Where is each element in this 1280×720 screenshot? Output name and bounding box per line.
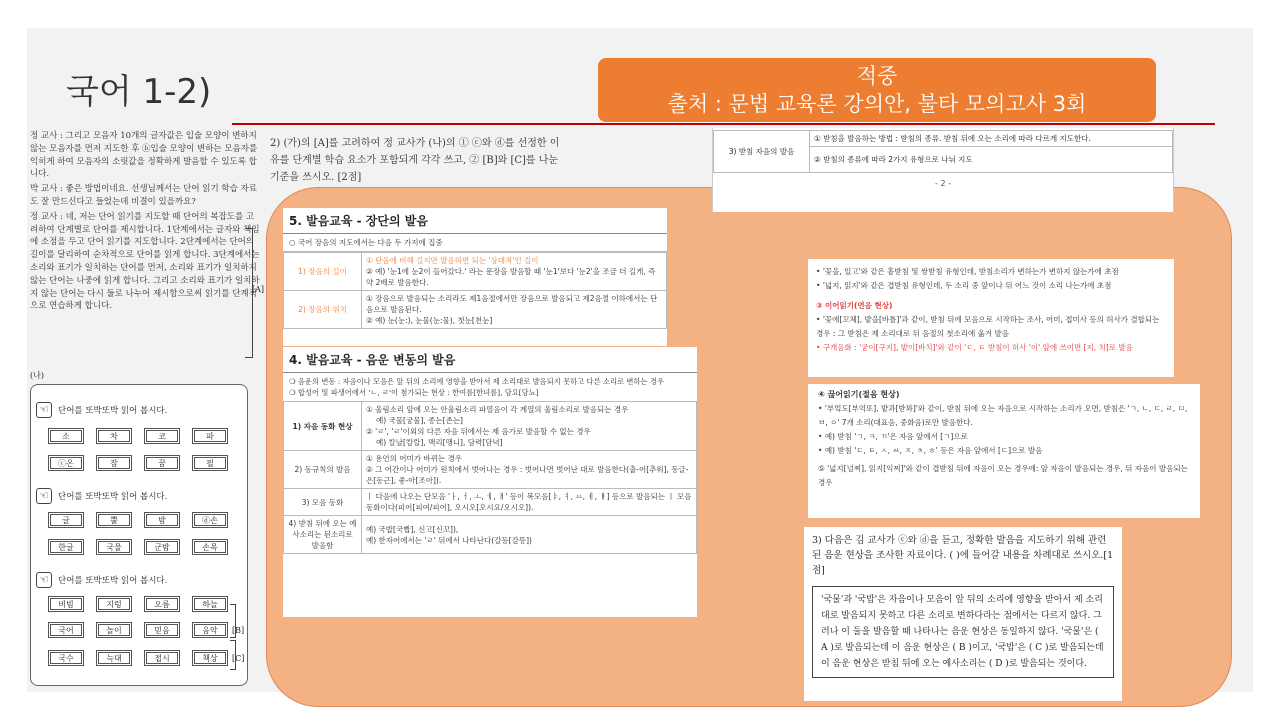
row-label: 4) 받침 뒤에 오는 예사소리는 된소리로 발음함 (284, 516, 362, 554)
row-text (362, 451, 697, 489)
na-label: (나) (30, 371, 44, 380)
row-text (362, 253, 667, 291)
word-cell: 필 (192, 455, 228, 471)
row-line: ① 울림소리 앞에 오는 안울림소리 파열음이 각 계열의 울림소리로 발음되는 경우 (366, 405, 629, 414)
rule-item: • '꽃을, 있고'와 같은 홑받침 및 쌍받침 유형인데, 받침소리가 변하는가 변하지 않는가에 초점 (816, 267, 1119, 276)
rule-item: • 예) 받침 'ㄷ, ㅌ, ㅅ, ㅆ, ㅈ, ㅊ, ㅎ' 등은 자음 앞에서 [ㄷ]으로 발음 (818, 446, 1043, 455)
word-cell: 글 (48, 512, 84, 528)
word-cell: 오름 (144, 596, 180, 612)
word-row (48, 596, 228, 612)
word-cell: 코 (144, 428, 180, 444)
card-heading: ④ 끊어읽기(절음 현상) (818, 390, 900, 399)
row-label: 3) 모음 동화 (284, 489, 362, 516)
word-row (48, 512, 228, 528)
question-2: 2) (가)의 [A]를 고려하여 정 교사가 (나)의 ① ⓒ와 ⓓ를 선정한 이유를 단계별 학습 요소가 포함되게 각각 쓰고, ② [B]와 [C]를 나눈 기준을 쓰시오. [2점] (270, 138, 560, 183)
word-cell: ⓒ온 (48, 455, 84, 471)
dialogue-text (30, 130, 265, 315)
row-text (810, 131, 1173, 147)
rule-heading: ③ 이어읽기(연음 현상) (816, 301, 893, 310)
word-row (48, 650, 228, 666)
word-cell: 책상 (192, 650, 228, 666)
bracket-c-label: [C] (232, 654, 245, 663)
rule-text: '꽃에[꼬체], 밭을[바틀]'과 같이, 받침 뒤에 모음으로 시작하는 조사, 어미, 접미사 등의 허사가 결합되는 경우 : 그 받침은 제 소리대로 뒤 음절의 첫소리에 옮겨 발음 (816, 315, 1160, 338)
rule-item: • '부엌도[부억또], 밭과[받꽈]'와 같이, 받침 뒤에 오는 자음으로 시작하는 소리가 오면, 받침은 'ㄱ, ㄴ, ㄷ, ㄹ, ㅁ, ㅂ, ㅇ' 7개 소리(대표음, 중화음)로만 발음한다. (818, 404, 1188, 427)
dialogue-para: 정 교사 : 네, 저는 단어 읽기를 지도할 때 단어의 복잡도를 고려하여 단계별로 단어를 제시합니다. 1단계에서는 글자와 책임에 소점을 두고 단어 읽기를 지도합니다. 2단계에서는 단어의 길이를 달리하여 순차적으로 단어를 읽게 합니다. 3단계에서는 소리와 표기가 일치하는 단어를 먼저, 소리와 표기가 일치하지 않는 단어는 나중에 읽게 합니다. 그리고 소리와 표기가 일치하지 않는 단어는 다시 둘로 나누어 제시함으로써 읽기를 단계적으로 연습하게 합니다. (30, 211, 260, 312)
question-3-box: '국물'과 '국밥'은 자음이나 모음이 앞 뒤의 소리에 영향을 받아서 제 소리대로 발음되지 못하고 다른 소리로 변하다라는 점에서는 다르지 않다. 그러나 이 둘을 발음할 때 나타나는 음운 현상은 동일하지 않다. '국물'은 ( A )로 발음되는데 이 음운 현상은 ( B )이고, '국밥'은 ( C )로 발음되는데 이 음운 현상은 받침 뒤에 오는 예사소리는 ( D )로 발음되는 것이다. (812, 586, 1114, 678)
row-label: 2) 동규칙의 발음 (284, 451, 362, 489)
row-line: ② 예) 눈(눈:), 눈물(눈:물), 첫눈[천눈] (366, 316, 493, 325)
row-line: ② 'ㄹ', 'ㄹ'이외의 다른 자음 뒤에서는 제 음가로 발음할 수 없는 경우 (366, 427, 591, 436)
instruction-2 (36, 488, 167, 504)
instruction-text: 단어를 또박또박 읽어 봅시다. (58, 576, 168, 586)
word-cell: 잠 (96, 455, 132, 471)
hand-icon: ☜ (36, 488, 52, 504)
word-row (48, 539, 228, 555)
rule-text: '넓지, 읽지'와 같은 겹받침 유형인데, 두 소리 중 앞이나 뒤 어느 것이 소리 나는가에 초점 (822, 281, 1112, 290)
rule-text: 구개음화 : '굳이[구지], 밭이[바치]'와 같이 'ㄷ, ㅌ 받침이 허사 '이' 앞에 쓰이면 [지, 치]로 발음 (822, 343, 1133, 352)
dialogue-para: 정 교사 : 그리고 모음자 10개의 글자값은 입술 모양이 변하지 않는 모음자를 먼저 지도한 후 ⓑ입술 모양이 변하는 모음자를 익히게 하여 모음자의 소릿값을 정확하게 발음할 수 있도록 합니다. (30, 131, 258, 180)
word-row (48, 455, 228, 471)
word-cell: ⓓ손 (192, 512, 228, 528)
bracket-b-label: [B] (232, 626, 245, 635)
banner-line2: 출처 : 문법 교육론 강의안, 불타 모의고사 3회 (667, 92, 1087, 116)
word-cell: 국수 (48, 650, 84, 666)
word-cell: 꿈 (144, 455, 180, 471)
question-3-card (804, 527, 1122, 701)
section-5-card (283, 208, 667, 346)
rule-text: '부엌도[부억또], 밭과[받꽈]'와 같이, 받침 뒤에 오는 자음으로 시작하는 소리가 오면, 받침은 'ㄱ, ㄴ, ㄷ, ㄹ, ㅁ, ㅂ, ㅇ' 7개 소리(대표음, 중화음)로만 발음한다. (818, 404, 1188, 427)
word-cell: 놀이 (96, 622, 132, 638)
bracket-a-label: [A] (252, 285, 265, 294)
jeoleum-card (808, 384, 1200, 518)
rule-item: • 예) 받침 'ㄱ, ㅋ, ㄲ'은 자음 앞에서 [ㄱ]으로 (818, 432, 968, 441)
rule-text: 예) 받침 'ㄷ, ㅌ, ㅅ, ㅆ, ㅈ, ㅊ, ㅎ' 등은 자음 앞에서 [ㄷ]으로 발음 (824, 446, 1043, 455)
page-number: - 2 - (935, 179, 951, 188)
word-cell: 차 (96, 428, 132, 444)
row-line: 예) 국밥[국빱], 신고[신꼬]), (366, 524, 459, 534)
row-text: ㅣ 다음에 나오는 단모음 'ㅏ, ㅓ, ㅗ, ㅔ, ㅐ' 등이 복모음[ㅑ, ㅕ, ㅛ, ㅖ, ㅒ] 등으로 발음되는 ㅣ 모음 동화이다(피어[피여/피어], 오시오[오시요/오시오]). (362, 489, 697, 516)
row-text: ② 받침의 종류에 따라 2가지 유형으로 나눠 지도 (810, 147, 1173, 173)
rule-item: • 구개음화 : '굳이[구지], 밭이[바치]'와 같이 'ㄷ, ㅌ 받침이 허사 '이' 앞에 쓰이면 [지, 치]로 발음 (816, 343, 1133, 352)
word-cell: 믿음 (144, 622, 180, 638)
rules-card (808, 259, 1174, 377)
word-cell: 뿔 (96, 512, 132, 528)
word-cell: 국물 (96, 539, 132, 555)
row-label: 1) 자음 동화 현상 (284, 402, 362, 451)
row-text (362, 402, 697, 451)
word-cell: 비빔 (48, 596, 84, 612)
row-text-value: ① 받침을 발음하는 방법 : 받침의 종류. 받침 뒤에 오는 소리에 따라 다르게 지도한다. (814, 134, 1091, 143)
row-line: 예) 칼날[칼랄], 맥리[맹니], 담력[담녁] (376, 438, 503, 447)
row-label: 3) 받침 자음의 발음 (714, 131, 810, 173)
rule-item: • '꽃에[꼬체], 밭을[바틀]'과 같이, 받침 뒤에 모음으로 시작하는 조사, 어미, 접미사 등의 허사가 결합되는 경우 : 그 받침은 제 소리대로 뒤 음절의 첫소리에 옮겨 발음 (816, 315, 1160, 338)
rule-item (818, 462, 1190, 490)
word-cell: 늑대 (96, 650, 132, 666)
word-cell: 한글 (48, 539, 84, 555)
section-4-card (283, 347, 697, 617)
word-row (48, 622, 228, 638)
section-intro: ○ 국어 장음의 지도에서는 다음 두 가지에 집중 (283, 234, 667, 252)
row-text (362, 516, 697, 554)
receiving-card (712, 128, 1174, 212)
row-label: 2) 장음의 위치 (284, 291, 362, 329)
banner-line1: 적중 (856, 64, 898, 88)
word-cell: 파 (192, 428, 228, 444)
word-cell: 지렁 (96, 596, 132, 612)
word-cell: 국어 (48, 622, 84, 638)
intro-line: ❍ 음운의 변동 : 자음이나 모음은 앞 뒤의 소리에 영향을 받아서 제 소리대로 발음되지 못하고 다른 소리로 변하는 경우 (289, 377, 664, 386)
word-cell: 소 (48, 428, 84, 444)
row-line: ① 용언의 어미가 바뀌는 경우 (366, 454, 462, 463)
row-line: ② 그 어간이나 어미가 원칙에서 벗어나는 경우 : 벗어나면 벗어난 대로 발음한다(춥-어[추워], 동글-은[동근], 좋-아[조아]). (366, 465, 689, 485)
section-title: 4. 발음교육 - 음운 변동의 발음 (283, 347, 697, 373)
source-banner (598, 58, 1156, 122)
rule-item: • '넓지, 읽지'와 같은 겹받침 유형인데, 두 소리 중 앞이나 뒤 어느 것이 소리 나는가에 초점 (816, 281, 1112, 290)
word-cell: 밤 (144, 512, 180, 528)
question-3-text: 3) 다음은 김 교사가 ⓒ와 ⓓ을 듣고, 정확한 발음을 지도하기 위해 관련된 음운 현상을 조사한 자료이다. ( )에 들어갈 내용을 차례대로 쓰시오.[1점] (812, 535, 1114, 576)
dialogue-para: 박 교사 : 좋은 방법이네요. 선생님께서는 단어 읽기 학습 자료도 잘 만드신다고 들었는데 비결이 있을까요? (30, 184, 257, 207)
word-cell: 음악 (192, 622, 228, 638)
row-line: 예) 한자어에서는 'ㄹ' 뒤에서 나타난다(갈등[갈뜽]) (366, 535, 532, 545)
row-line: 예) 국물[궁물], 종는[존는] (376, 416, 463, 425)
instruction-text: 단어를 또박또박 읽어 봅시다. (58, 406, 168, 416)
instruction-text: 단어를 또박또박 읽어 봅시다. (58, 492, 168, 502)
rule-text: ⑤ '넓지[널찌], 읽지[익찌]'와 같이 겹받침 뒤에 자음이 오는 경우에: 앞 자음이 발음되는 경우, 뒤 자음이 발음되는 경우 (818, 464, 1188, 487)
word-row (48, 428, 228, 444)
row-label: 1) 장음의 길이 (284, 253, 362, 291)
row-line: ① 단음에 비해 길지만 발음하면 되는 '상대적'인 길이 (366, 256, 539, 265)
word-cell: 하늘 (192, 596, 228, 612)
row-line: ① 장음으로 발음되는 소리라도 제1음절에서만 장음으로 발음되고 제2음절 이하에서는 단음으로 발음된다. (366, 294, 658, 314)
word-cell: 접시 (144, 650, 180, 666)
section-intro (283, 373, 697, 401)
page-title: 국어 1-2) (66, 72, 212, 112)
divider-line (232, 123, 1215, 125)
instruction-1 (36, 402, 167, 418)
rule-text: 예) 받침 'ㄱ, ㅋ, ㄲ'은 자음 앞에서 [ㄱ]으로 (824, 432, 968, 441)
word-cell: 손목 (192, 539, 228, 555)
instruction-3 (36, 572, 167, 588)
row-text (362, 291, 667, 329)
word-cell: 군밤 (144, 539, 180, 555)
hand-icon: ☜ (36, 572, 52, 588)
intro-line: ❍ 합성어 및 파생어에서 'ㄴ, ㄹ'이 첨가되는 현상 : 한여름[한녀름], 담요[담뇨] (289, 388, 539, 397)
section-title: 5. 발음교육 - 장단의 발음 (283, 208, 667, 234)
rule-text: '꽃을, 있고'와 같은 홑받침 및 쌍받침 유형인데, 받침소리가 변하는가 변하지 않는가에 초점 (822, 267, 1119, 276)
hand-icon: ☜ (36, 402, 52, 418)
row-line: ② 예) '눈1에 눈2이 들어갔다.' 라는 문장을 발음할 때 '눈1'보다 '눈2'을 조금 더 길게, 즉 약 2배로 발음한다. (366, 267, 656, 287)
